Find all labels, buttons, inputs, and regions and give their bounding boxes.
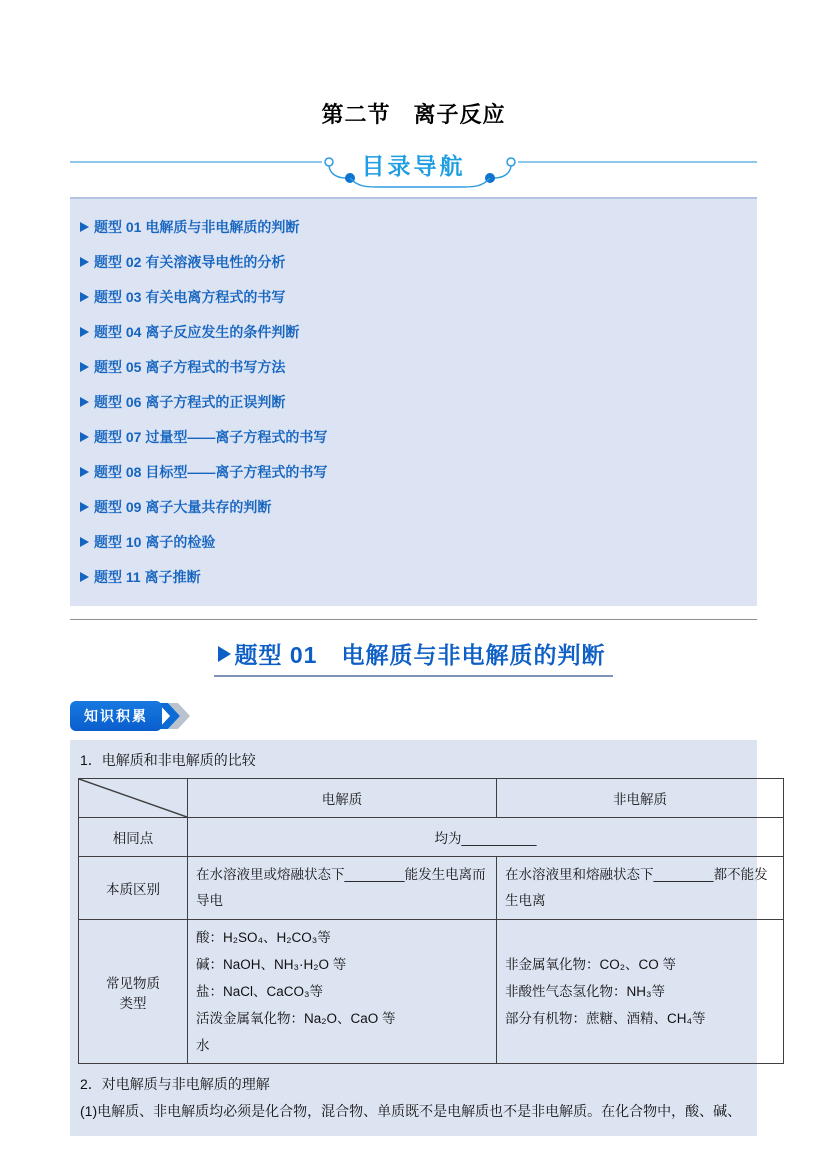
type-line: 活泼金属氧化物：Na₂O、CaO 等 (196, 1011, 396, 1026)
toc-item-04[interactable] (80, 314, 745, 349)
arrow-right-icon (80, 292, 89, 302)
toc-item-label: 题型 09 离子大量共存的判断 (94, 498, 272, 515)
toc-item-05[interactable] (80, 349, 745, 384)
row-label-common-types: 常见物质类型 (79, 920, 188, 1064)
toc-item-label: 题型 10 离子的检验 (94, 533, 216, 550)
toc-item-03[interactable] (80, 279, 745, 314)
toc-item-07[interactable] (80, 419, 745, 454)
type-line: 酸：H₂SO₄、H₂CO₃等 (196, 930, 331, 945)
arrow-right-icon (218, 646, 231, 662)
common-types-electrolyte-cell (188, 920, 497, 1064)
diagonal-line (79, 779, 187, 817)
knowledge-badge: 知识积累 (70, 701, 162, 731)
toc-item-06[interactable] (80, 384, 745, 419)
knowledge-badge-row (70, 702, 757, 730)
toc-item-label: 题型 05 离子方程式的书写方法 (94, 358, 286, 375)
arrow-right-icon (80, 257, 89, 267)
section-divider (70, 619, 757, 620)
toc-item-08[interactable] (80, 454, 745, 489)
arrow-right-icon (80, 432, 89, 442)
column-header-non-electrolyte: 非电解质 (497, 779, 784, 818)
toc-item-label: 题型 03 有关电离方程式的书写 (94, 288, 286, 305)
toc-item-label: 题型 06 离子方程式的正误判断 (94, 393, 286, 410)
column-header-electrolyte: 电解质 (188, 779, 497, 818)
arrow-right-icon (80, 537, 89, 547)
table-row-same (79, 818, 784, 857)
point1-title: 1．电解质和非电解质的比较 (80, 752, 256, 768)
toc-box (70, 197, 757, 606)
type-line: 盐：NaCl、CaCO₃等 (196, 984, 324, 999)
arrow-right-icon (80, 397, 89, 407)
toc-item-label: 题型 04 离子反应发生的条件判断 (94, 323, 300, 340)
arrow-right-icon (80, 327, 89, 337)
type-line: 碱：NaOH、NH₃·H₂O 等 (196, 957, 347, 972)
common-types-non-electrolyte-cell (497, 920, 784, 1064)
knowledge-section (70, 740, 768, 1136)
section-heading (214, 637, 614, 677)
electrolyte-comparison-table (78, 778, 784, 1064)
same-value-cell: 均为__________ (188, 818, 784, 857)
arrow-right-icon (80, 362, 89, 372)
row-label-same: 相同点 (79, 818, 188, 857)
type-line: 水 (196, 1038, 210, 1053)
arrow-right-icon (80, 502, 89, 512)
toc-item-label: 题型 11 离子推断 (94, 568, 201, 585)
toc-item-label: 题型 02 有关溶液导电性的分析 (94, 253, 286, 270)
point2-title: 2．对电解质与非电解质的理解 (80, 1076, 270, 1092)
toc-item-label: 题型 08 目标型——离子方程式的书写 (94, 463, 328, 480)
table-row-difference (79, 857, 784, 920)
toc-item-02[interactable] (80, 244, 745, 279)
row-label-difference: 本质区别 (79, 857, 188, 920)
arrow-right-icon (80, 467, 89, 477)
toc-nav-banner-label: 目录导航 (361, 153, 466, 179)
arrow-right-icon (80, 572, 89, 582)
arrow-right-icon (80, 222, 89, 232)
section-heading-wrap (70, 637, 757, 677)
toc-item-09[interactable] (80, 489, 745, 524)
corner-cell (79, 779, 188, 818)
toc-item-label: 题型 01 电解质与非电解质的判断 (94, 218, 300, 235)
type-line: 部分有机物：蔗糖、酒精、CH₄等 (505, 1011, 706, 1026)
toc-nav-banner (70, 142, 757, 190)
toc-item-label: 题型 07 过量型——离子方程式的书写 (94, 428, 328, 445)
difference-non-electrolyte-cell: 在水溶液里和熔融状态下________都不能发生电离 (497, 857, 784, 920)
page-title: 第二节 离子反应 (321, 102, 506, 127)
point2-text: (1)电解质、非电解质均必须是化合物，混合物、单质既不是电解质也不是非电解质。在化合物中，酸、碱、 (80, 1103, 742, 1119)
difference-electrolyte-cell: 在水溶液里或熔融状态下________能发生电离而导电 (188, 857, 497, 920)
table-row-common-types (79, 920, 784, 1064)
toc-item-01[interactable] (80, 209, 745, 244)
toc-item-10[interactable] (80, 524, 745, 559)
toc-item-11[interactable] (80, 559, 745, 594)
section-heading-label: 题型 01 电解质与非电解质的判断 (234, 642, 606, 668)
table-header-row (79, 779, 784, 818)
type-line: 非酸性气态氢化物：NH₃等 (505, 984, 665, 999)
type-line: 非金属氧化物：CO₂、CO 等 (505, 957, 676, 972)
